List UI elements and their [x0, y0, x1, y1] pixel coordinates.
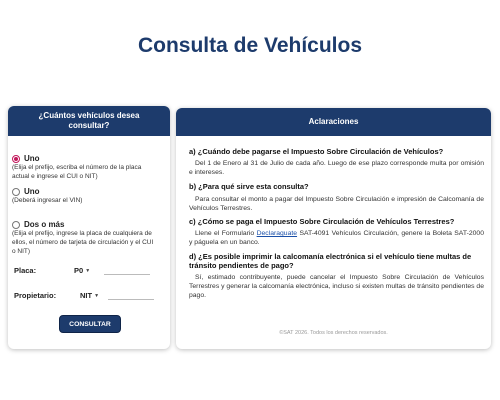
option-label: Dos o más: [24, 220, 65, 229]
faq-answer-c-text: Llene el Formulario: [195, 230, 257, 237]
option-description: (Elija el prefijo, escriba el número de la placa actual e ingrese el CUI o NIT): [12, 164, 142, 180]
page-title: Consulta de Vehículos: [137, 34, 363, 57]
radio-uno-placa[interactable]: [12, 155, 20, 163]
propietario-input[interactable]: [108, 291, 154, 300]
placa-input[interactable]: [104, 266, 150, 275]
propietario-type-value: NIT: [80, 291, 93, 300]
footer-copyright: ©SAT 2026. Todos los derechos reservados.: [279, 330, 388, 336]
option-label: Uno: [24, 154, 40, 163]
placa-label: Placa:: [14, 266, 37, 275]
declaraguate-link[interactable]: Declaraguate: [256, 230, 298, 237]
faq-answer-c-text-end: SAT-4091 Vehículos Circulación, genere la Boleta SAT-2000 y páguela en un banco.: [189, 230, 484, 247]
option-description: (Elija el prefijo, ingrese la placa de cualquiera de ellos, el número de tarjeta de circulación y el CUI o NIT): [12, 230, 154, 255]
faq-answer-c: [189, 229, 484, 247]
option-uno-vin[interactable]: [12, 187, 158, 206]
option-dos-o-mas[interactable]: [12, 220, 158, 256]
faq-question-a: a) ¿Cuándo debe pagarse el Impuesto Sobre Circulación de Vehículos?: [189, 147, 444, 156]
aclaraciones-header: Aclaraciones: [176, 108, 491, 136]
faq-question-c: c) ¿Cómo se paga el Impuesto Sobre Circulación de Vehículos Terrestres?: [189, 217, 455, 226]
faq-question-d: d) ¿Es posible imprimir la calcomanía electrónica si el vehículo tiene multas de tránsito pendientes de pago?: [189, 252, 472, 271]
faq-question-b: b) ¿Para qué sirve esta consulta?: [189, 182, 309, 191]
radio-dos-o-mas[interactable]: [12, 221, 20, 229]
placa-row: [14, 266, 150, 275]
vehicle-count-header: ¿Cuántos vehículos desea consultar?: [8, 106, 170, 136]
option-uno-placa[interactable]: [12, 154, 158, 182]
chevron-down-icon: ▼: [94, 292, 100, 299]
propietario-row: [14, 291, 154, 300]
faq-answer-b: Para consultar el monto a pagar del Impuesto Sobre Circulación e impresión de Calcomanía de Vehículos Terrestres.: [189, 196, 484, 213]
placa-prefix-select[interactable]: [74, 266, 104, 275]
placa-prefix-value: P0: [74, 266, 84, 275]
propietario-type-select[interactable]: [80, 291, 108, 300]
option-description: (Deberá ingresar el VIN): [12, 197, 83, 204]
option-label: Uno: [24, 187, 40, 196]
consultar-button[interactable]: CONSULTAR: [59, 315, 121, 333]
faq-answer-d: Sí, estimado contribuyente, puede cancelar el Impuesto Sobre Circulación de Vehículos Terrestres y generar la calcomanía electrónica, incluso si existen multas de tránsito pendientes de pago.: [189, 274, 484, 300]
propietario-label: Propietario:: [14, 291, 57, 300]
faq-answer-a: Del 1 de Enero al 31 de Julio de cada año. Luego de ese plazo corresponde multa por omisión e intereses.: [189, 160, 484, 177]
radio-uno-vin[interactable]: [12, 188, 20, 196]
chevron-down-icon: ▼: [85, 267, 91, 274]
